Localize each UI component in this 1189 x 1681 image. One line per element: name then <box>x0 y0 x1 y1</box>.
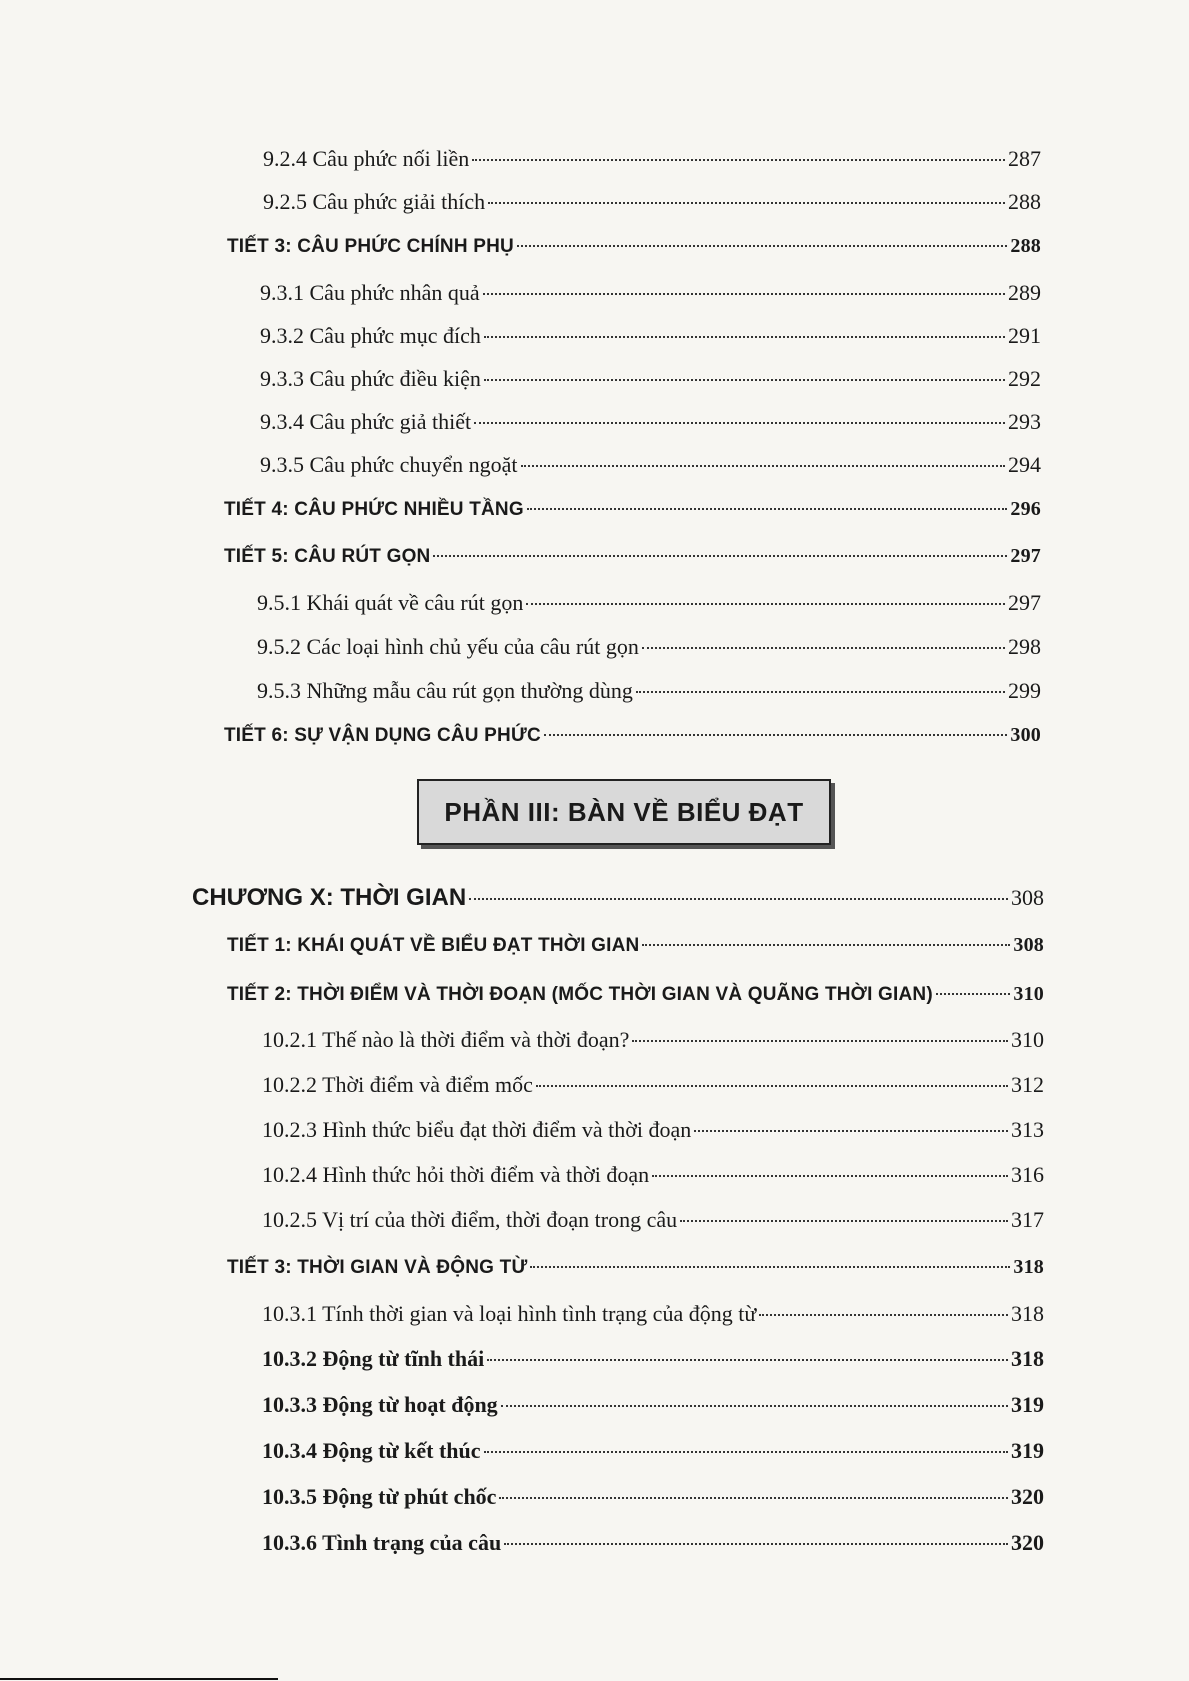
toc-entry-page: 319 <box>1011 1438 1044 1463</box>
leader-dots <box>694 1130 1008 1132</box>
toc-heading <box>227 1256 1044 1279</box>
toc-entry <box>262 1392 1044 1418</box>
leader-dots <box>484 379 1005 381</box>
toc-entry-page: 317 <box>1011 1207 1044 1232</box>
toc-entry-page: 320 <box>1011 1530 1044 1555</box>
toc-entry-page: 316 <box>1011 1162 1044 1187</box>
toc-entry-label: 10.2.3 Hình thức biểu đạt thời điểm và thời đoạn <box>262 1117 692 1142</box>
toc-entry <box>262 1530 1044 1556</box>
toc-entry-label: 9.5.1 Khái quát về câu rút gọn <box>257 590 524 615</box>
toc-heading <box>224 498 1041 521</box>
toc-entry-label: 10.2.2 Thời điểm và điểm mốc <box>262 1072 533 1097</box>
toc-entry-label: 10.3.4 Động từ kết thúc <box>262 1438 481 1463</box>
toc-heading <box>227 934 1044 957</box>
toc-entry <box>262 1027 1044 1053</box>
toc-entry-label: 9.3.1 Câu phức nhân quả <box>260 280 480 305</box>
toc-heading-page: 300 <box>1010 724 1041 746</box>
leader-dots <box>484 1451 1008 1453</box>
toc-entry <box>262 1072 1044 1098</box>
leader-dots <box>530 1266 1010 1268</box>
toc-heading-label: TIẾT 5: CÂU RÚT GỌN <box>224 546 431 567</box>
toc-heading-page: 308 <box>1013 934 1044 956</box>
toc-heading <box>224 724 1041 747</box>
toc-entry-page: 312 <box>1011 1072 1044 1097</box>
leader-dots <box>433 555 1007 557</box>
toc-entry <box>260 323 1041 349</box>
toc-entry-page: 294 <box>1008 452 1041 477</box>
toc-entry-label: 10.3.5 Động từ phút chốc <box>262 1484 497 1509</box>
toc-entry <box>262 1162 1044 1188</box>
leader-dots <box>636 691 1005 693</box>
toc-entry-page: 288 <box>1008 189 1041 214</box>
toc-heading-page: 288 <box>1010 235 1041 257</box>
leader-dots <box>527 508 1008 510</box>
leader-dots <box>474 422 1005 424</box>
leader-dots <box>536 1085 1008 1087</box>
toc-entry <box>262 1346 1044 1372</box>
toc-entry-page: 289 <box>1008 280 1041 305</box>
leader-dots <box>632 1040 1008 1042</box>
toc-entry-label: 10.3.2 Động từ tĩnh thái <box>262 1346 485 1371</box>
toc-entry <box>262 1117 1044 1143</box>
toc-heading-label: TIẾT 3: CÂU PHỨC CHÍNH PHỤ <box>227 236 514 257</box>
toc-entry-label: 9.2.5 Câu phức giải thích <box>263 189 486 214</box>
leader-dots <box>484 336 1005 338</box>
toc-heading-page: 296 <box>1010 498 1041 520</box>
leader-dots <box>488 202 1005 204</box>
toc-heading-label: TIẾT 2: THỜI ĐIỂM VÀ THỜI ĐOẠN (MỐC THỜI GIAN VÀ QUÃNG THỜI GIAN) <box>227 984 933 1005</box>
toc-entry-label: 10.2.5 Vị trí của thời điểm, thời đoạn trong câu <box>262 1207 678 1232</box>
toc-entry <box>260 366 1041 392</box>
toc-entry <box>262 1301 1044 1327</box>
toc-chapter <box>192 884 1044 912</box>
toc-entry <box>260 409 1041 435</box>
toc-entry-label: 9.5.3 Những mẫu câu rút gọn thường dùng <box>257 678 633 703</box>
toc-entry-page: 318 <box>1011 1301 1044 1326</box>
toc-entry-label: 9.2.4 Câu phức nối liền <box>263 146 470 171</box>
part-title: PHẦN III: BÀN VỀ BIỂU ĐẠT <box>444 796 804 827</box>
toc-entry-label: 9.3.3 Câu phức điều kiện <box>260 366 481 391</box>
toc-entry <box>260 452 1041 478</box>
leader-dots <box>544 734 1008 736</box>
toc-heading <box>227 235 1041 258</box>
toc-chapter-label: CHƯƠNG X: THỜI GIAN <box>192 884 467 911</box>
toc-heading <box>224 545 1041 568</box>
toc-entry-page: 313 <box>1011 1117 1044 1142</box>
toc-heading-page: 318 <box>1013 1256 1044 1278</box>
leader-dots <box>487 1359 1008 1361</box>
leader-dots <box>759 1314 1008 1316</box>
leader-dots <box>680 1220 1008 1222</box>
leader-dots <box>936 993 1011 995</box>
toc-entry-label: 9.3.5 Câu phức chuyển ngoặt <box>260 452 518 477</box>
toc-entry-page: 292 <box>1008 366 1041 391</box>
toc-entry-label: 9.5.2 Các loại hình chủ yếu của câu rút gọn <box>257 634 639 659</box>
toc-entry <box>262 1438 1044 1464</box>
toc-entry <box>257 678 1041 704</box>
leader-dots <box>521 465 1005 467</box>
leader-dots <box>642 944 1010 946</box>
toc-entry <box>257 590 1041 616</box>
toc-entry-label: 10.2.1 Thế nào là thời điểm và thời đoạn? <box>262 1027 630 1052</box>
toc-heading-label: TIẾT 3: THỜI GIAN VÀ ĐỘNG TỪ <box>227 1257 528 1278</box>
toc-heading-page: 310 <box>1013 983 1044 1005</box>
toc-entry <box>263 146 1041 172</box>
toc-entry <box>260 280 1041 306</box>
toc-heading-label: TIẾT 6: SỰ VẬN DỤNG CÂU PHỨC <box>224 725 541 746</box>
toc-entry <box>262 1207 1044 1233</box>
toc-chapter-page: 308 <box>1011 885 1044 910</box>
toc-entry-page: 293 <box>1008 409 1041 434</box>
toc-entry-label: 10.3.3 Động từ hoạt động <box>262 1392 498 1417</box>
leader-dots <box>499 1497 1008 1499</box>
toc-entry-page: 320 <box>1011 1484 1044 1509</box>
toc-entry-page: 291 <box>1008 323 1041 348</box>
toc-entry-label: 10.3.1 Tính thời gian và loại hình tình trạng của động từ <box>262 1301 757 1326</box>
bottom-rule <box>0 1678 278 1680</box>
toc-entry <box>262 1484 1044 1510</box>
toc-entry-page: 287 <box>1008 146 1041 171</box>
leader-dots <box>469 898 1008 900</box>
leader-dots <box>472 159 1005 161</box>
leader-dots <box>526 603 1005 605</box>
toc-heading-page: 297 <box>1010 545 1041 567</box>
toc-entry-label: 9.3.2 Câu phức mục đích <box>260 323 481 348</box>
leader-dots <box>652 1175 1008 1177</box>
toc-heading-label: TIẾT 1: KHÁI QUÁT VỀ BIỂU ĐẠT THỜI GIAN <box>227 935 640 956</box>
toc-entry-label: 10.2.4 Hình thức hỏi thời điểm và thời đoạn <box>262 1162 650 1187</box>
toc-heading <box>227 983 1044 1006</box>
toc-entry-page: 299 <box>1008 678 1041 703</box>
toc-entry-page: 319 <box>1011 1392 1044 1417</box>
toc-entry-page: 310 <box>1011 1027 1044 1052</box>
leader-dots <box>504 1543 1008 1545</box>
toc-entry <box>257 634 1041 660</box>
leader-dots <box>517 245 1007 247</box>
toc-entry-label: 10.3.6 Tình trạng của câu <box>262 1530 502 1555</box>
leader-dots <box>501 1405 1008 1407</box>
toc-heading-label: TIẾT 4: CÂU PHỨC NHIỀU TẦNG <box>224 499 524 520</box>
leader-dots <box>642 647 1005 649</box>
toc-entry <box>263 189 1041 215</box>
part-title-box <box>417 779 831 845</box>
toc-entry-page: 298 <box>1008 634 1041 659</box>
leader-dots <box>483 293 1005 295</box>
toc-entry-page: 318 <box>1011 1346 1044 1371</box>
toc-entry-label: 9.3.4 Câu phức giả thiết <box>260 409 472 434</box>
toc-entry-page: 297 <box>1008 590 1041 615</box>
